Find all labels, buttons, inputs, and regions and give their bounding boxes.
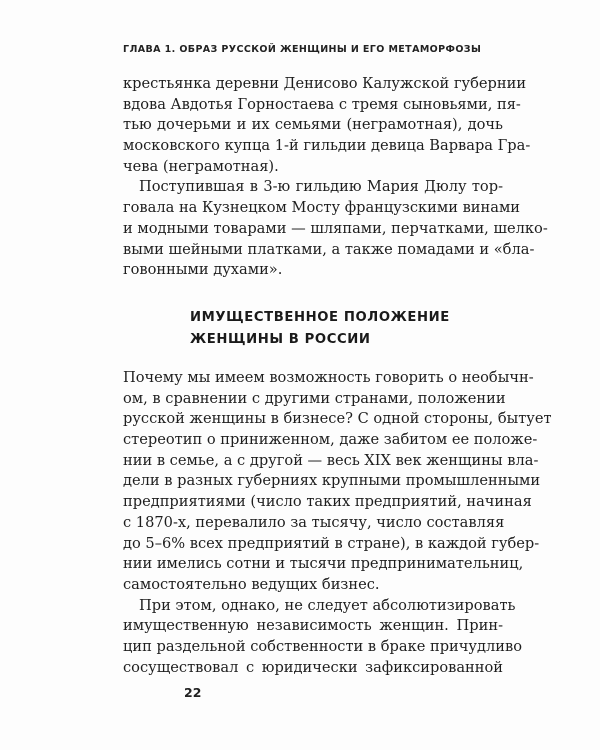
text-line: дели в разных губерниях крупными промышленными [123,472,541,490]
text-line: русской женщины в бизнесе? С одной стороны, бытует [123,410,552,428]
heading-line: ИМУЩЕСТВЕННОЕ ПОЛОЖЕНИЕ [190,310,450,325]
text-line: и модными товарами — шляпами, перчатками, шелко- [123,219,548,237]
paragraph-block-1 [123,74,548,281]
section-heading [190,307,510,351]
heading-line: ЖЕНЩИНЫ В РОССИИ [190,332,371,347]
text-line: тью дочерьми и их семьями (неграмотная), дочь [123,116,503,134]
text-line: выми шейными платками, а также помадами и «бла- [123,240,535,258]
text-line: При этом, однако, не следует абсолютизировать [139,596,516,614]
page-number: 22 [184,685,202,700]
text-line: говонными духами». [123,261,283,279]
text-line: сосуществовал с юридически зафиксированной [123,658,503,676]
paragraph-block-2 [123,368,552,678]
text-line: стереотип о приниженном, даже забитом ее положе- [123,431,538,449]
text-line: до 5–6% всех предприятий в стране), в каждой губер- [123,534,540,552]
text-line: нии имелись сотни и тысячи предпринимательниц, [123,555,524,573]
text-line: чева (неграмотная). [123,157,279,175]
running-head: ГЛАВА 1. ОБРАЗ РУССКОЙ ЖЕНЩИНЫ И ЕГО МЕТАМОРФОЗЫ [123,44,482,55]
text-line: Почему мы имеем возможность говорить о необычн- [123,369,534,386]
text-line: нии в семье, а с другой — весь XIX век женщины вла- [123,451,539,469]
text-line: самостоятельно ведущих бизнес. [123,575,380,593]
text-line: вдова Авдотья Горностаева с тремя сыновьями, пя- [123,95,521,113]
text-line: предприятиями (число таких предприятий, начиная [123,493,532,511]
text-line: крестьянка деревни Денисово Калужской губернии [123,75,527,92]
text-line: с 1870-х, перевалило за тысячу, число составляя [123,513,505,531]
text-line: говала на Кузнецком Мосту французскими винами [123,199,521,217]
text-line: цип раздельной собственности в браке причудливо [123,637,522,655]
text-line: Поступившая в 3-ю гильдию Мария Дюлу тор- [139,178,503,196]
text-line: имущественную независимость женщин. Прин- [123,617,503,635]
text-line: московского купца 1-й гильдии девица Варвара Гра- [123,137,531,155]
text-line: ом, в сравнении с другими странами, положении [123,389,506,407]
